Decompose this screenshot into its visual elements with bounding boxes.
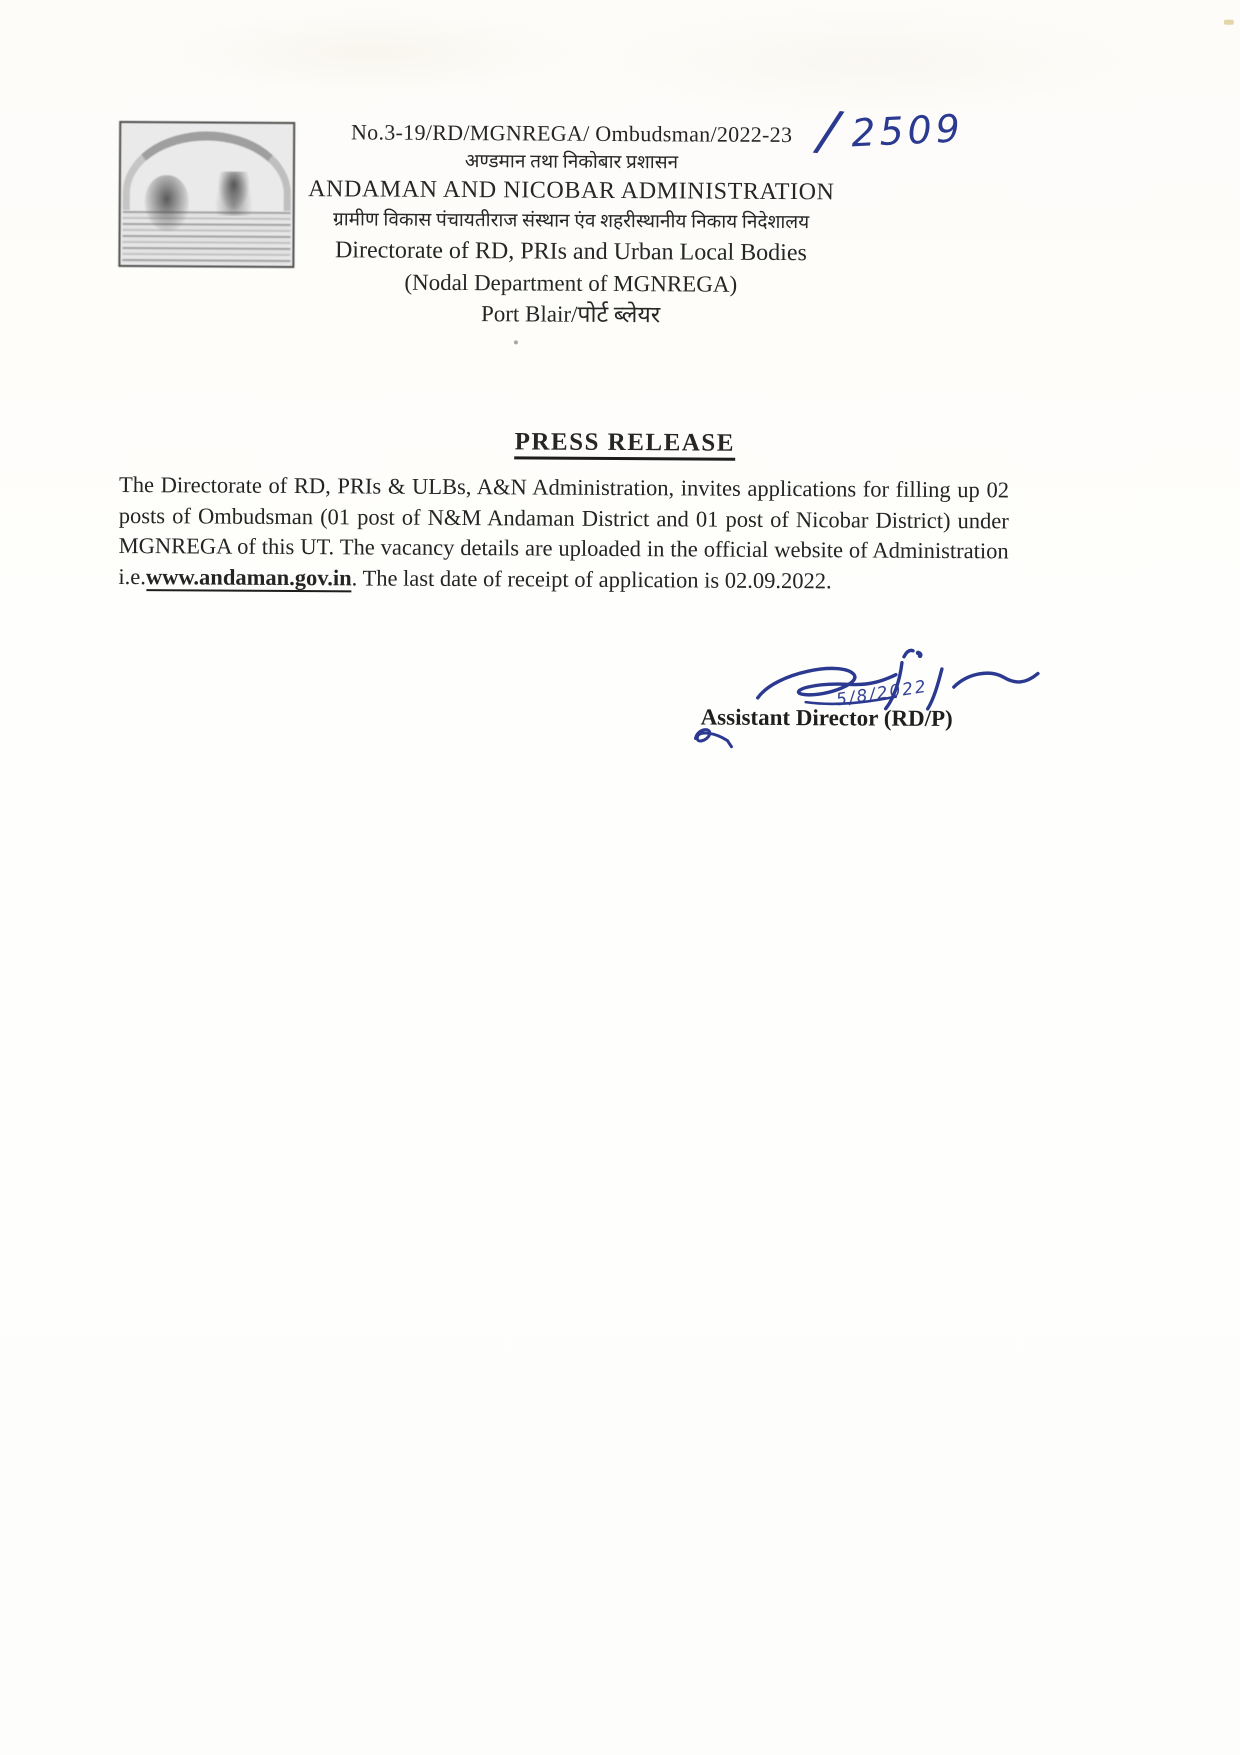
signature-block xyxy=(675,640,1076,772)
administration-name-english: ANDAMAN AND NICOBAR ADMINISTRATION xyxy=(308,176,835,206)
scan-dot-artifact xyxy=(514,340,518,344)
website-url: www.andaman.gov.in xyxy=(145,563,352,590)
place-line: Port Blair/पोर्ट ब्लेयर xyxy=(480,300,661,328)
body-text-part2: . The last date of receipt of application is 02.09.2022. xyxy=(351,564,832,593)
administration-name-hindi: अण्डमान तथा निकोबार प्रशासन xyxy=(464,150,679,173)
handwritten-slash: / xyxy=(815,98,841,164)
directorate-name-hindi: ग्रामीण विकास पंचायतीराज संस्थान एंव शहरीस्थानीय निकाय निदेशालय xyxy=(332,209,810,234)
handwritten-number: 2509 xyxy=(850,106,966,156)
initials-loop xyxy=(695,730,731,747)
press-release-body xyxy=(118,470,1009,597)
initials-scribble-icon xyxy=(687,722,733,750)
reference-number: No.3-19/RD/MGNREGA/ Ombudsman/2022-23 xyxy=(350,119,793,148)
title-row xyxy=(137,426,1112,460)
page-title: PRESS RELEASE xyxy=(515,428,735,460)
handwritten-diary-number xyxy=(815,98,966,164)
directorate-name-english: Directorate of RD, PRIs and Urban Local Bodies xyxy=(334,237,807,267)
nodal-department-line: (Nodal Department of MGNREGA) xyxy=(404,269,738,297)
signature-date-slash xyxy=(928,669,942,709)
scan-speck-artifact xyxy=(1224,20,1234,25)
signature-apostrophe-dot xyxy=(918,653,920,656)
signature-apostrophe-stroke xyxy=(904,650,913,656)
signature-date-scribble: 5/8/2022 xyxy=(834,676,930,711)
body-text-part1: The Directorate of RD, PRIs & ULBs, A&N Administration, invites applications for filling up 02 posts of Ombudsman (01 post of N&M Andaman District and 01 post of Nicobar District) under MGNREGA of this UT. The vacancy details are uploaded in the official website of Administration i.e. xyxy=(118,471,1010,589)
signature-tail-wave xyxy=(954,673,1038,688)
signatory-designation: Assistant Director (RD/P) xyxy=(700,704,953,732)
